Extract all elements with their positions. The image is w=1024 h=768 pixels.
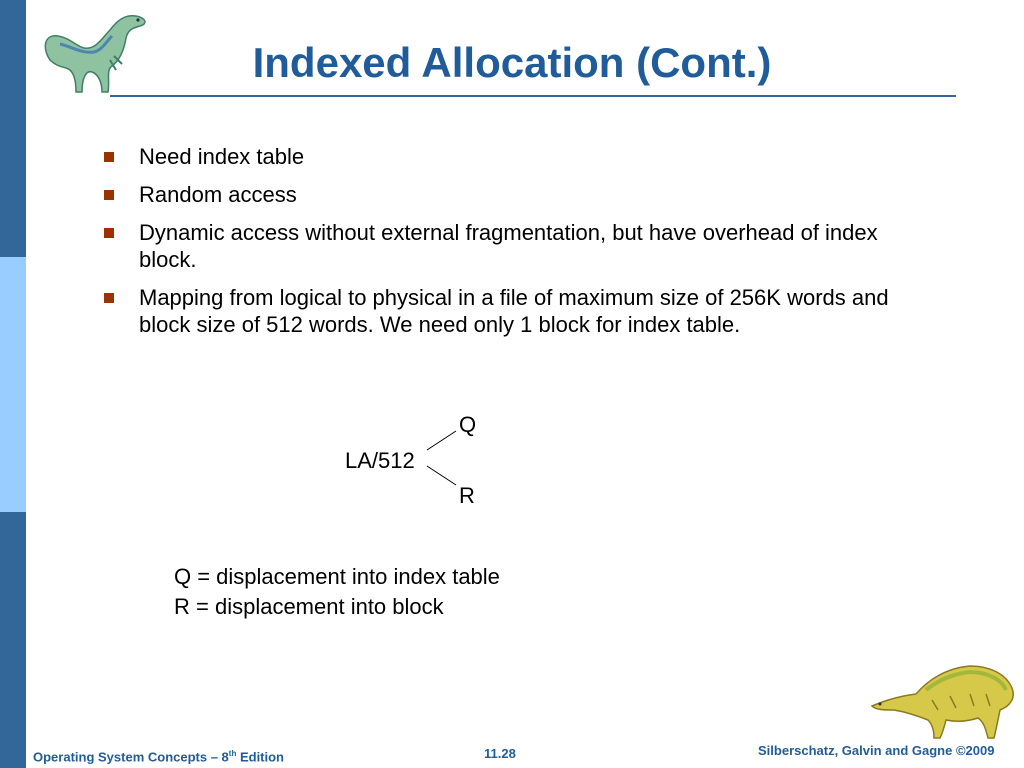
bullet-item xyxy=(100,219,920,273)
footer-book-prefix: Operating System Concepts – 8 xyxy=(33,749,229,765)
footer-authors: Silberschatz, Galvin and Gagne ©2009 xyxy=(758,743,995,758)
bullet-text: Dynamic access without external fragmentation, but have overhead of index block. xyxy=(139,220,878,272)
bullet-item xyxy=(100,284,920,338)
bullet-text: Random access xyxy=(139,182,297,207)
definition-q: Q = displacement into index table xyxy=(174,564,500,589)
sidebar-stripe-bottom xyxy=(0,512,26,768)
quotient-branch-line xyxy=(427,431,456,450)
definition-r: R = displacement into block xyxy=(174,594,444,619)
stegosaurus-logo-icon xyxy=(866,660,1018,742)
bullet-item xyxy=(100,143,920,170)
diagram-quotient: Q xyxy=(459,412,477,437)
square-bullet-icon xyxy=(104,228,114,238)
square-bullet-icon xyxy=(104,152,114,162)
square-bullet-icon xyxy=(104,190,114,200)
footer-page-number: 11.28 xyxy=(484,746,516,761)
diagram-remainder: R xyxy=(459,483,475,508)
bullet-text: Need index table xyxy=(139,144,305,169)
sidebar-stripe-middle xyxy=(0,257,26,512)
bullet-item xyxy=(100,181,920,208)
footer-book-title xyxy=(33,745,284,766)
footer-book-suffix: Edition xyxy=(236,749,285,765)
slide-title: Indexed Allocation (Cont.) xyxy=(252,39,772,86)
remainder-branch-line xyxy=(427,466,456,485)
footer-book-superscript: th xyxy=(228,749,237,758)
square-bullet-icon xyxy=(104,293,114,303)
bullet-text: Mapping from logical to physical in a file of maximum size of 256K words and block size of 512 words. We need only 1 block for index table. xyxy=(139,285,889,337)
diagram-dividend: LA/512 xyxy=(345,448,415,473)
bullet-list xyxy=(100,143,920,349)
title-divider xyxy=(110,95,956,97)
